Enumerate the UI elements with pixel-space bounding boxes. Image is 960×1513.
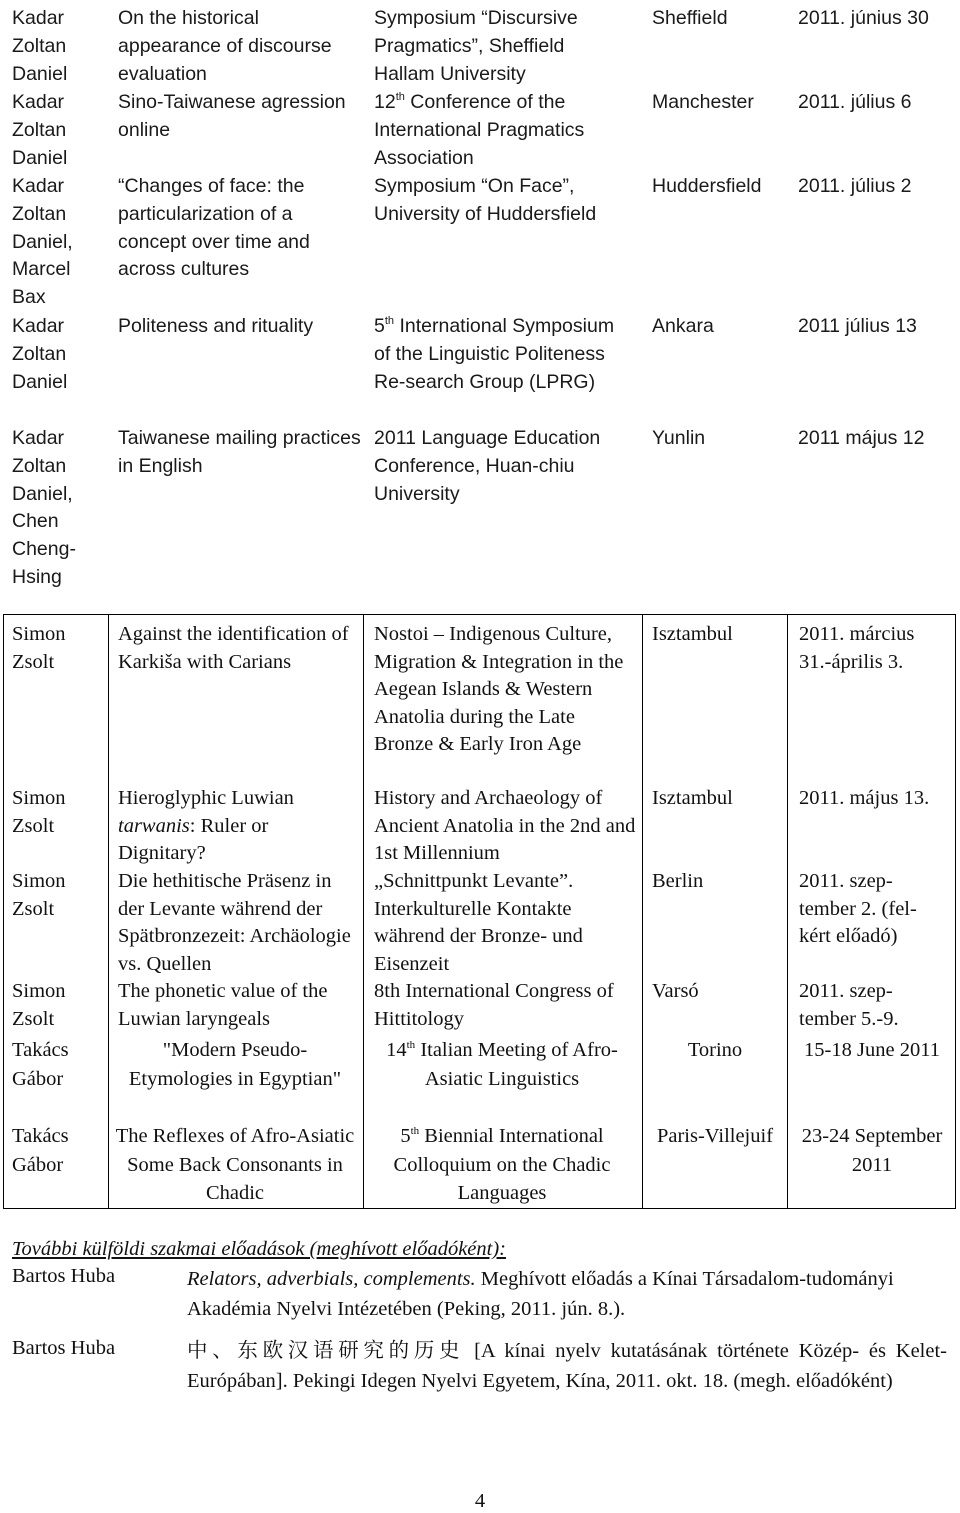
title-cell — [118, 785, 358, 868]
event-ordinal: th — [406, 1039, 416, 1051]
event-name: Italian Meeting of Afro-Asiatic Linguistics — [415, 1039, 618, 1090]
column-divider — [642, 614, 643, 1209]
table-border-top — [3, 614, 956, 615]
lecture-title-chinese: 中、东欧汉语研究的历史 — [187, 1340, 465, 1362]
lecture-description — [187, 1265, 947, 1324]
table-border-left — [3, 614, 4, 1209]
section-heading: További külföldi szakmai előadások (meghívott előadóként): — [12, 1238, 507, 1260]
place-cell: Huddersfield — [652, 175, 762, 197]
event-cell: History and Archaeology of Ancient Anatolia in the 2nd and 1st Millennium — [374, 787, 636, 865]
event-cell: 2011 Language Education Conference, Huan-chiu University — [374, 427, 601, 505]
lecture-description — [187, 1337, 947, 1396]
date-cell: 23-24 September 2011 — [801, 1125, 943, 1176]
table-border-bottom — [3, 1208, 956, 1209]
event-ordinal: th — [384, 315, 395, 327]
date-cell: 2011. szep-tember 5.-9. — [799, 980, 899, 1030]
title-cell: Taiwanese mailing practices in English — [118, 427, 361, 477]
event-name: Conference of the International Pragmatics Association — [374, 91, 585, 169]
event-cell — [374, 313, 624, 396]
author-cell: Kadar Zoltan Daniel — [12, 315, 68, 393]
event-ordinal: th — [395, 91, 405, 103]
date-cell: 2011. június 30 — [798, 7, 929, 29]
date-cell: 2011. július 6 — [798, 91, 912, 113]
title-term: tarwanis — [118, 814, 190, 837]
event-cell: „Schnittpunkt Levante”. Interkulturelle Kontakte während der Bronze- und Eisenzeit — [374, 870, 583, 975]
date-cell: 2011. szep-tember 2. (fel-kért előadó) — [799, 870, 917, 948]
event-cell: Symposium “Discursive Pragmatics”, Sheffield Hallam University — [374, 7, 578, 85]
event-cell: 8th International Congress of Hittitology — [374, 980, 614, 1030]
event-cell — [374, 89, 624, 172]
event-cell — [368, 1036, 636, 1093]
date-cell: 2011. március 31.-április 3. — [799, 623, 915, 673]
author-cell: Simon Zsolt — [12, 870, 66, 920]
author-cell: Takács Gábor — [12, 1039, 69, 1090]
date-cell: 2011. május 13. — [799, 787, 930, 809]
column-divider — [363, 614, 364, 1209]
author-cell: Kadar Zoltan Daniel — [12, 7, 68, 85]
place-cell: Berlin — [652, 870, 704, 892]
date-cell: 2011. július 2 — [798, 175, 912, 197]
title-cell: Against the identification of Karkiša with Carians — [118, 623, 349, 673]
title-text: Hieroglyphic Luwian — [118, 787, 294, 809]
title-cell: The phonetic value of the Luwian laryngeals — [118, 980, 328, 1030]
event-number: 5 — [400, 1125, 411, 1147]
event-number: 12 — [374, 91, 396, 113]
author-cell: Simon Zsolt — [12, 980, 66, 1030]
table-border-right — [955, 614, 956, 1209]
event-cell: Symposium “On Face”, University of Huddersfield — [374, 175, 597, 225]
date-cell: 15-18 June 2011 — [804, 1039, 940, 1061]
event-number: 5 — [374, 315, 385, 337]
title-cell: "Modern Pseudo-Etymologies in Egyptian" — [128, 1039, 342, 1090]
column-divider — [108, 614, 109, 1209]
author-cell: Simon Zsolt — [12, 787, 66, 837]
column-divider — [787, 614, 788, 1209]
event-cell — [368, 1122, 636, 1208]
place-cell: Yunlin — [652, 427, 706, 449]
place-cell: Torino — [687, 1039, 743, 1061]
title-cell: Sino-Taiwanese agression online — [118, 91, 346, 141]
lecturer-name: Bartos Huba — [12, 1337, 116, 1359]
page-number: 4 — [474, 1490, 486, 1512]
lecturer-name: Bartos Huba — [12, 1265, 116, 1287]
title-cell: Die hethitische Präsenz in der Levante während der Spätbronzezeit: Archäologie vs. Quellen — [118, 870, 351, 975]
lecture-details: [A kínai nyelv kutatásának története Közép- és Kelet-Európában]. Pekingi Idegen Nyelvi Egyetem, Kína, 2011. okt. 18. (megh. előadóként) — [187, 1340, 947, 1392]
author-cell: Takács Gábor — [12, 1125, 69, 1176]
author-cell: Kadar Zoltan Daniel, Chen Cheng-Hsing — [12, 427, 76, 588]
author-cell: Kadar Zoltan Daniel — [12, 91, 68, 169]
lecture-title: Relators, adverbials, complements. — [187, 1268, 476, 1290]
date-cell: 2011 július 13 — [798, 315, 917, 337]
place-cell: Ankara — [652, 315, 714, 337]
title-text: : Ruler or Dignitary? — [118, 814, 269, 865]
place-cell: Isztambul — [652, 787, 733, 809]
event-number: 14 — [386, 1039, 407, 1061]
author-cell: Simon Zsolt — [12, 623, 66, 673]
event-name: Biennial International Colloquium on the Chadic Languages — [393, 1125, 611, 1204]
author-cell: Kadar Zoltan Daniel, Marcel Bax — [12, 175, 73, 309]
place-cell: Paris-Villejuif — [656, 1125, 774, 1147]
event-cell: Nostoi – Indigenous Culture, Migration & Integration in the Aegean Islands & Western Anatolia during the Late Bronze & Early Iron Age — [374, 623, 624, 756]
place-cell: Isztambul — [652, 623, 733, 645]
title-cell: On the historical appearance of discourse evaluation — [118, 7, 332, 85]
event-name: International Symposium of the Linguistic Politeness Re-search Group (LPRG) — [374, 315, 615, 393]
title-cell: The Reflexes of Afro-Asiatic Some Back Consonants in Chadic — [115, 1125, 355, 1204]
place-cell: Varsó — [652, 980, 699, 1002]
title-cell: Politeness and rituality — [118, 315, 314, 337]
title-cell: “Changes of face: the particularization of a concept over time and across cultures — [118, 175, 310, 281]
lecture-details: Meghívott előadás a Kínai Társadalom-tudományi Akadémia Nyelvi Intézetében (Peking, 2011. jún. 8.). — [187, 1268, 894, 1320]
place-cell: Manchester — [652, 91, 754, 113]
event-ordinal: th — [410, 1125, 420, 1137]
date-cell: 2011 május 12 — [798, 427, 925, 449]
place-cell: Sheffield — [652, 7, 728, 29]
